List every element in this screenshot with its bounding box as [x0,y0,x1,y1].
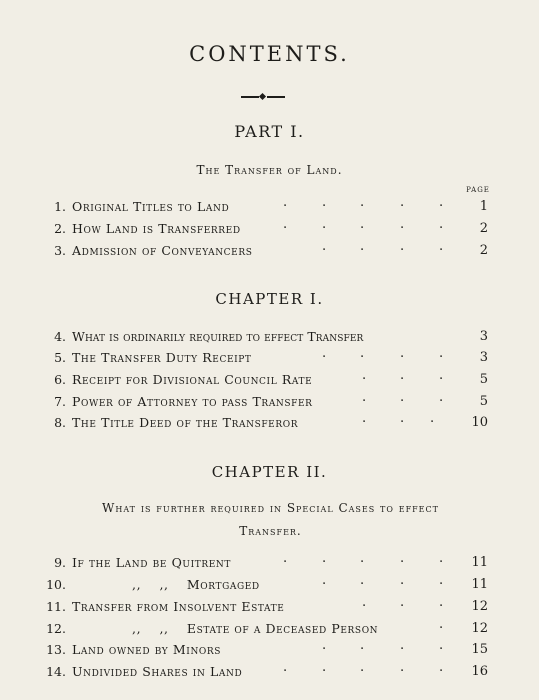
toc-entry: 10. ,, ,, Mortgaged 11 . . . . [46,573,488,592]
chapter-heading: CHAPTER II. [211,463,328,481]
toc-entry: 12. ,, ,, Estate of a Deceased Person 12 . [46,617,488,636]
chapter-heading: CHAPTER I. [215,290,324,308]
toc-entry: 3. Admission of Conveyancers 2 . . . . [54,239,488,258]
toc-entry: 13. Land owned by Minors 15 . . . . [46,638,488,657]
ornament-divider [241,94,285,100]
diamond-icon [259,93,266,100]
part-subtitle: The Transfer of Land. [196,163,343,177]
toc-entry: 9. If the Land be Quitrent 11 . . . . . [54,551,488,570]
toc-entry: 7. Power of Attorney to pass Transfer 5 . . . [54,390,488,409]
chapter-subheading: What is further required in Special Cases to effect Transfer. [102,501,439,538]
toc-entry: 5. The Transfer Duty Receipt 3 . . . . [54,346,488,365]
toc-entry: 2. How Land is Transferred 2 . . . . . [54,217,488,236]
toc-entry: 8. The Title Deed of the Transferor 10 . . . [54,411,488,430]
toc-entry: 6. Receipt for Divisional Council Rate 5 . . . [54,368,488,387]
toc-entry: 1. Original Titles to Land 1 . . . . . [54,195,488,214]
toc-entry: 14. Undivided Shares in Land 16 . . . . . [46,660,488,679]
page-title: CONTENTS. [189,42,350,66]
part-heading: PART I. [234,122,305,141]
toc-entry: 4. What is ordinarily required to effect Transfer 3 [54,329,488,344]
page-column-label: PAGE [466,186,490,194]
toc-entry: 11. Transfer from Insolvent Estate 12 . . . [46,595,488,614]
